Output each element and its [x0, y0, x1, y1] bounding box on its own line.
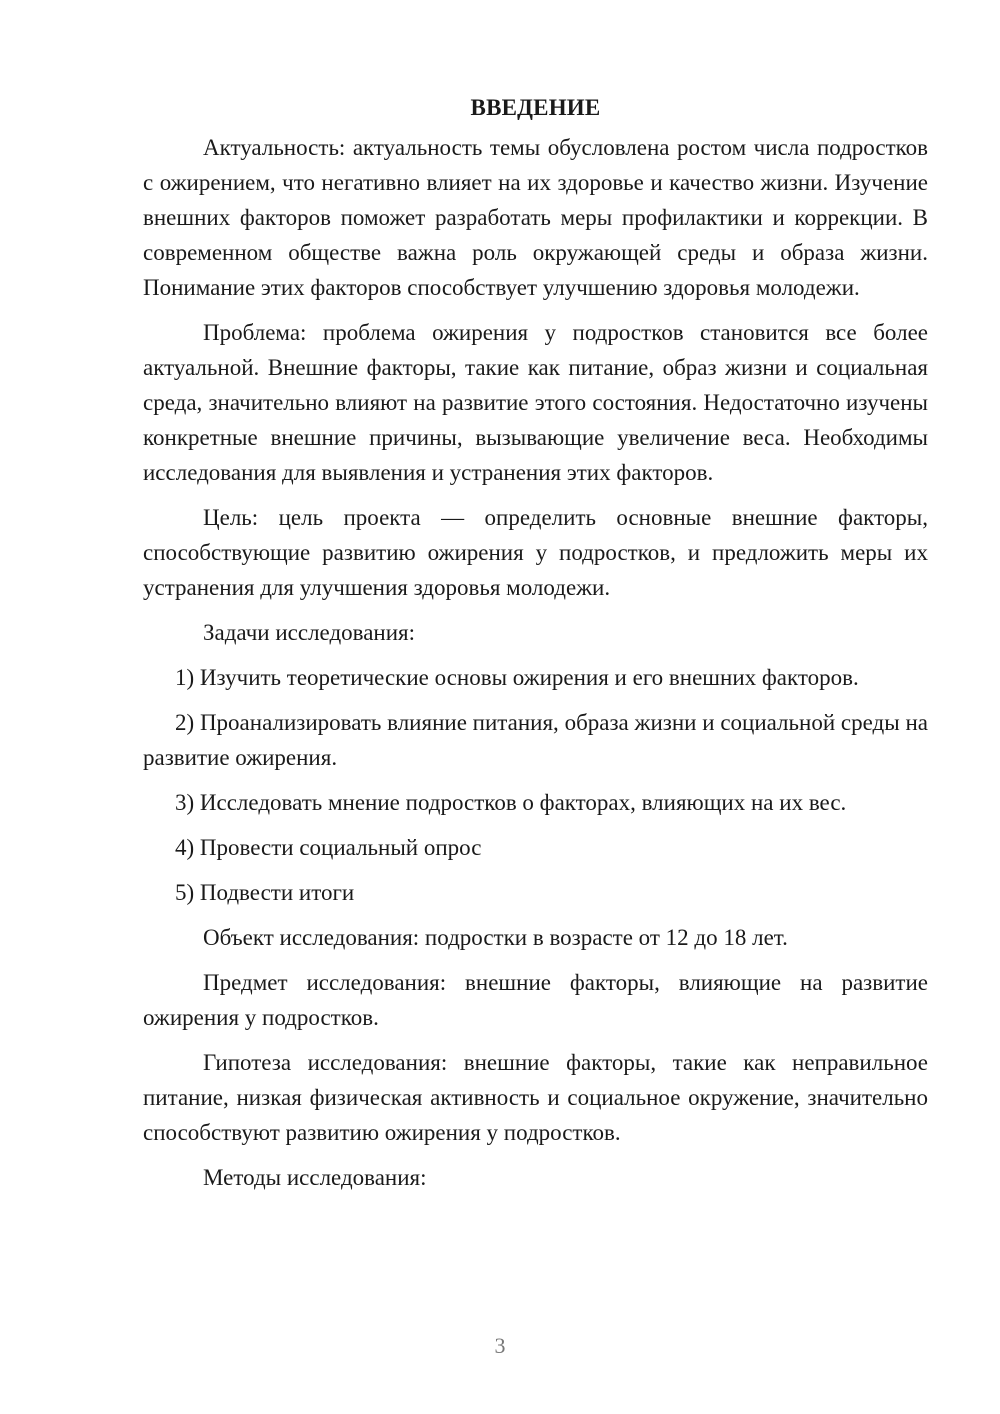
- list-item: 3) Исследовать мнение подростков о факторах, влияющих на их вес.: [175, 790, 847, 815]
- tasks-list: [143, 660, 928, 910]
- paragraph-tasks-heading: Задачи исследования:: [203, 620, 416, 645]
- paragraph-object: Объект исследования: подростки в возрасте от 12 до 18 лет.: [203, 925, 788, 950]
- paragraph-goal: Цель: цель проекта — определить основные внешние факторы, способствующие развитию ожирения у подростков, и предложить меры их устранения для улучшения здоровья молодежи.: [143, 505, 928, 600]
- list-item: 1) Изучить теоретические основы ожирения и его внешних факторов.: [175, 665, 859, 690]
- list-item: 5) Подвести итоги: [175, 880, 355, 905]
- paragraph-relevance: Актуальность: актуальность темы обусловлена ростом числа подростков с ожирением, что негативно влияет на их здоровье и качество жизни. Изучение внешних факторов поможет разработать меры профилактики и коррекции. В современном обществе важна роль окружающей среды и образа жизни. Понимание этих факторов способствует улучшению здоровья молодежи.: [143, 135, 928, 300]
- page-number: 3: [494, 1333, 506, 1358]
- paragraph-problem: Проблема: проблема ожирения у подростков становится все более актуальной. Внешние факторы, такие как питание, образ жизни и социальная среда, значительно влияют на развитие этого состояния. Недостаточно изучены конкретные внешние причины, вызывающие увеличение веса. Необходимы исследования для выявления и устранения этих факторов.: [143, 320, 928, 485]
- list-item: 4) Провести социальный опрос: [175, 835, 482, 860]
- paragraph-methods: Методы исследования:: [203, 1165, 427, 1190]
- section-title: ВВЕДЕНИЕ: [470, 95, 601, 120]
- document-page: [143, 90, 928, 1205]
- list-item: 2) Проанализировать влияние питания, образа жизни и социальной среды на развитие ожирения.: [143, 710, 928, 770]
- paragraph-hypothesis: Гипотеза исследования: внешние факторы, такие как неправильное питание, низкая физическая активность и социальное окружение, значительно способствуют развитию ожирения у подростков.: [143, 1050, 928, 1145]
- paragraph-subject: Предмет исследования: внешние факторы, влияющие на развитие ожирения у подростков.: [143, 970, 928, 1030]
